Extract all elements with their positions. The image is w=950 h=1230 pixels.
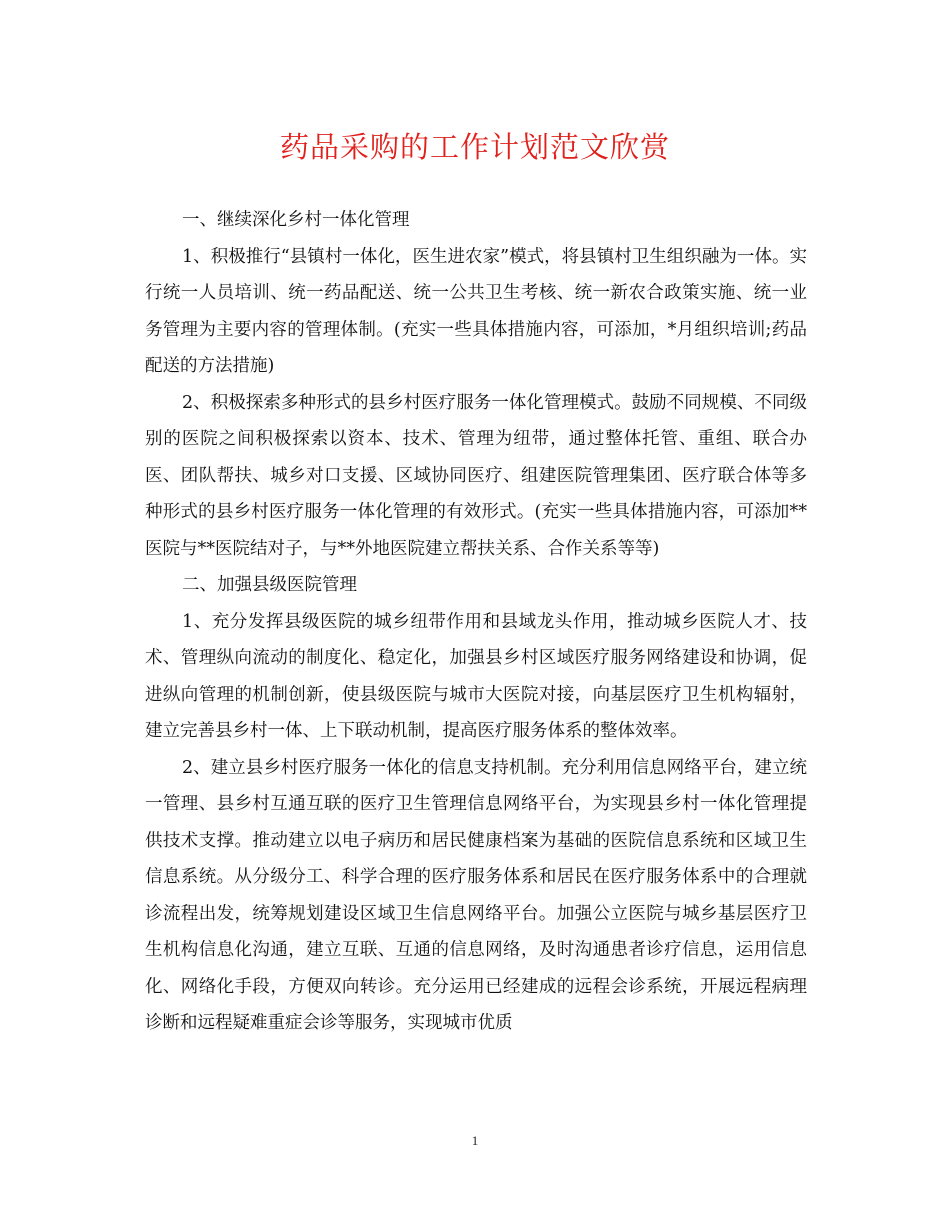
paragraph-1-1: 1、积极推行“县镇村一体化，医生进农家”模式，将县镇村卫生组织融为一体。实行统一人员培训、统一药品配送、统一公共卫生考核、统一新农合政策实施、统一业务管理为主要内容的管理体制。(充实一些具体措施内容，可添加，*月组织培训;药品配送的方法措施) [145,246,807,376]
section-heading-1: 一、继续深化乡村一体化管理 [182,210,410,230]
section-heading-2: 二、加强县级医院管理 [182,575,357,595]
paragraph-2-1: 1、充分发挥县级医院的城乡纽带作用和县域龙头作用，推动城乡医院人才、技术、管理纵向流动的制度化、稳定化，加强县乡村区域医疗服务网络建设和协调，促进纵向管理的机制创新，使县级医院与城市大医院对接，向基层医疗卫生机构辐射，建立完善县乡村一体、上下联动机制，提高医疗服务体系的整体效率。 [145,611,807,741]
document-body [145,202,807,1042]
document-title: 药品采购的工作计划范文欣赏 [279,130,670,164]
paragraph-2-2: 2、建立县乡村医疗服务一体化的信息支持机制。充分利用信息网络平台，建立统一管理、县乡村互通互联的医疗卫生管理信息网络平台，为实现县乡村一体化管理提供技术支撑。推动建立以电子病历和居民健康档案为基础的医院信息系统和区域卫生信息系统。从分级分工、科学合理的医疗服务体系和居民在医疗服务体系中的合理就诊流程出发，统筹规划建设区域卫生信息网络平台。加强公立医院与城乡基层医疗卫生机构信息化沟通，建立互联、互通的信息网络，及时沟通患者诊疗信息，运用信息化、网络化手段，方便双向转诊。充分运用已经建成的远程会诊系统，开展远程病理诊断和远程疑难重症会诊等服务，实现城市优质 [145,757,807,1033]
paragraph-1-2: 2、积极探索多种形式的县乡村医疗服务一体化管理模式。鼓励不同规模、不同级别的医院之间积极探索以资本、技术、管理为纽带，通过整体托管、重组、联合办医、团队帮扶、城乡对口支援、区域协同医疗、组建医院管理集团、医疗联合体等多种形式的县乡村医疗服务一体化管理的有效形式。(充实一些具体措施内容，可添加**医院与**医院结对子，与**外地医院建立帮扶关系、合作关系等等) [145,392,807,559]
page-number: 1 [471,1133,479,1148]
